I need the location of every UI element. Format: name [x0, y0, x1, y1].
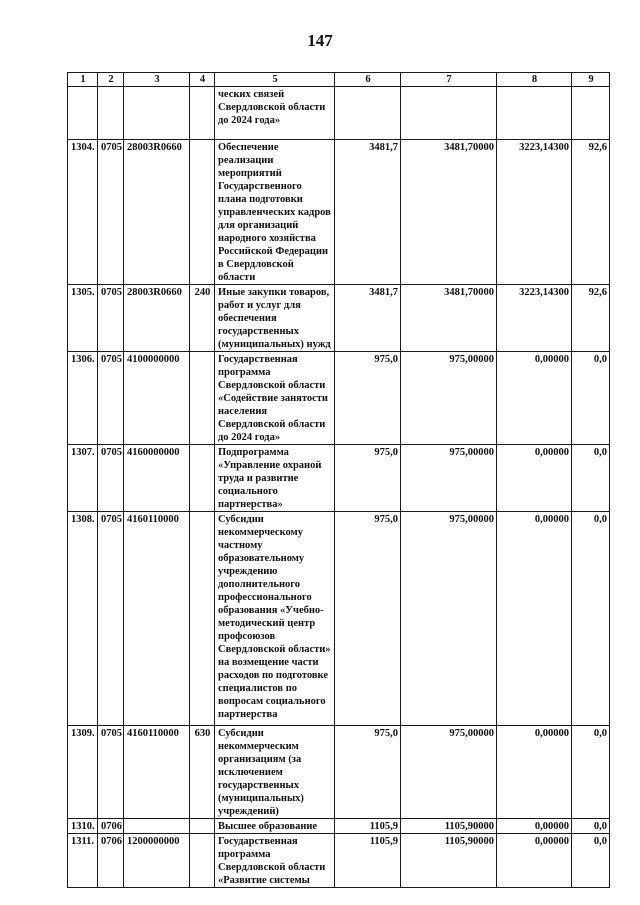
expense-type-cell — [190, 445, 215, 512]
percent-cell — [572, 87, 610, 140]
section-code-cell: 0706 — [98, 819, 124, 834]
table-row — [68, 87, 610, 140]
expense-type-cell — [190, 352, 215, 445]
planned-amount-cell: 975,0 — [335, 512, 401, 726]
table-row — [68, 352, 610, 445]
approved-amount-cell: 1105,90000 — [401, 834, 497, 888]
row-number-cell: 1304. — [68, 140, 98, 285]
executed-amount-cell: 0,00000 — [497, 352, 572, 445]
target-article-cell: 4160110000 — [124, 726, 190, 819]
planned-amount-cell: 1105,9 — [335, 819, 401, 834]
executed-amount-cell: 0,00000 — [497, 726, 572, 819]
expense-type-cell: 240 — [190, 285, 215, 352]
name-cell: Подпрограмма «Управление охраной труда и развитие социального партнерства» — [215, 445, 335, 512]
column-header: 2 — [98, 73, 124, 87]
expense-type-cell: 630 — [190, 726, 215, 819]
section-code-cell: 0705 — [98, 512, 124, 726]
row-number-cell — [68, 87, 98, 140]
section-code-cell: 0706 — [98, 834, 124, 888]
row-number-cell: 1308. — [68, 512, 98, 726]
budget-table — [67, 72, 610, 888]
approved-amount-cell: 975,00000 — [401, 445, 497, 512]
table-row — [68, 140, 610, 285]
executed-amount-cell: 0,00000 — [497, 834, 572, 888]
table-row — [68, 445, 610, 512]
percent-cell: 0,0 — [572, 726, 610, 819]
table-header-row — [68, 73, 610, 87]
target-article-cell: 4100000000 — [124, 352, 190, 445]
executed-amount-cell: 3223,14300 — [497, 140, 572, 285]
approved-amount-cell: 3481,70000 — [401, 285, 497, 352]
section-code-cell: 0705 — [98, 352, 124, 445]
approved-amount-cell: 975,00000 — [401, 352, 497, 445]
approved-amount-cell: 975,00000 — [401, 726, 497, 819]
target-article-cell: 28003R0660 — [124, 140, 190, 285]
name-cell: Субсидии некоммерческим организациям (за исключением государственных (муниципальных) учреждений) — [215, 726, 335, 819]
approved-amount-cell: 3481,70000 — [401, 140, 497, 285]
executed-amount-cell: 0,00000 — [497, 819, 572, 834]
name-cell: Высшее образование — [215, 819, 335, 834]
column-header: 7 — [401, 73, 497, 87]
planned-amount-cell — [335, 87, 401, 140]
planned-amount-cell: 3481,7 — [335, 285, 401, 352]
row-number-cell: 1307. — [68, 445, 98, 512]
column-header: 9 — [572, 73, 610, 87]
executed-amount-cell — [497, 87, 572, 140]
approved-amount-cell: 975,00000 — [401, 512, 497, 726]
name-cell: Обеспечение реализации мероприятий Государственного плана подготовки управленческих кадров для организаций народного хозяйства Российской Федерации в Свердловской области — [215, 140, 335, 285]
expense-type-cell — [190, 87, 215, 140]
table-row — [68, 834, 610, 888]
approved-amount-cell: 1105,90000 — [401, 819, 497, 834]
expense-type-cell — [190, 140, 215, 285]
row-number-cell: 1305. — [68, 285, 98, 352]
target-article-cell — [124, 87, 190, 140]
column-header: 5 — [215, 73, 335, 87]
expense-type-cell — [190, 834, 215, 888]
planned-amount-cell: 975,0 — [335, 445, 401, 512]
percent-cell: 0,0 — [572, 445, 610, 512]
section-code-cell: 0705 — [98, 285, 124, 352]
row-number-cell: 1311. — [68, 834, 98, 888]
target-article-cell: 28003R0660 — [124, 285, 190, 352]
planned-amount-cell: 975,0 — [335, 352, 401, 445]
approved-amount-cell — [401, 87, 497, 140]
percent-cell: 0,0 — [572, 834, 610, 888]
row-number-cell: 1306. — [68, 352, 98, 445]
percent-cell: 0,0 — [572, 352, 610, 445]
column-header: 3 — [124, 73, 190, 87]
executed-amount-cell: 3223,14300 — [497, 285, 572, 352]
column-header: 6 — [335, 73, 401, 87]
column-header: 4 — [190, 73, 215, 87]
row-number-cell: 1309. — [68, 726, 98, 819]
planned-amount-cell: 975,0 — [335, 726, 401, 819]
percent-cell: 92,6 — [572, 285, 610, 352]
table-row — [68, 512, 610, 726]
planned-amount-cell: 1105,9 — [335, 834, 401, 888]
executed-amount-cell: 0,00000 — [497, 512, 572, 726]
target-article-cell — [124, 819, 190, 834]
target-article-cell: 4160000000 — [124, 445, 190, 512]
table-row — [68, 819, 610, 834]
section-code-cell: 0705 — [98, 445, 124, 512]
section-code-cell — [98, 87, 124, 140]
planned-amount-cell: 3481,7 — [335, 140, 401, 285]
name-cell: Иные закупки товаров, работ и услуг для обеспечения государственных (муниципальных) нужд — [215, 285, 335, 352]
table-row — [68, 726, 610, 819]
percent-cell: 0,0 — [572, 512, 610, 726]
row-number-cell: 1310. — [68, 819, 98, 834]
percent-cell: 0,0 — [572, 819, 610, 834]
section-code-cell: 0705 — [98, 726, 124, 819]
expense-type-cell — [190, 512, 215, 726]
target-article-cell: 1200000000 — [124, 834, 190, 888]
target-article-cell: 4160110000 — [124, 512, 190, 726]
expense-type-cell — [190, 819, 215, 834]
section-code-cell: 0705 — [98, 140, 124, 285]
column-header: 8 — [497, 73, 572, 87]
name-cell: Государственная программа Свердловской области «Развитие системы — [215, 834, 335, 888]
page-number: 147 — [307, 31, 333, 50]
executed-amount-cell: 0,00000 — [497, 445, 572, 512]
name-cell: Государственная программа Свердловской области «Содействие занятости населения Свердловской области до 2024 года» — [215, 352, 335, 445]
percent-cell: 92,6 — [572, 140, 610, 285]
name-cell: ческих связей Свердловской области до 2024 года» — [215, 87, 335, 140]
column-header: 1 — [68, 73, 98, 87]
name-cell: Субсидии некоммерческому частному образовательному учреждению дополнительного профессионального образования «Учебно-методический центр профсоюзов Свердловской области» на возмещение части расходов по подготовке специалистов по вопросам социального партнерства — [215, 512, 335, 726]
table-row — [68, 285, 610, 352]
